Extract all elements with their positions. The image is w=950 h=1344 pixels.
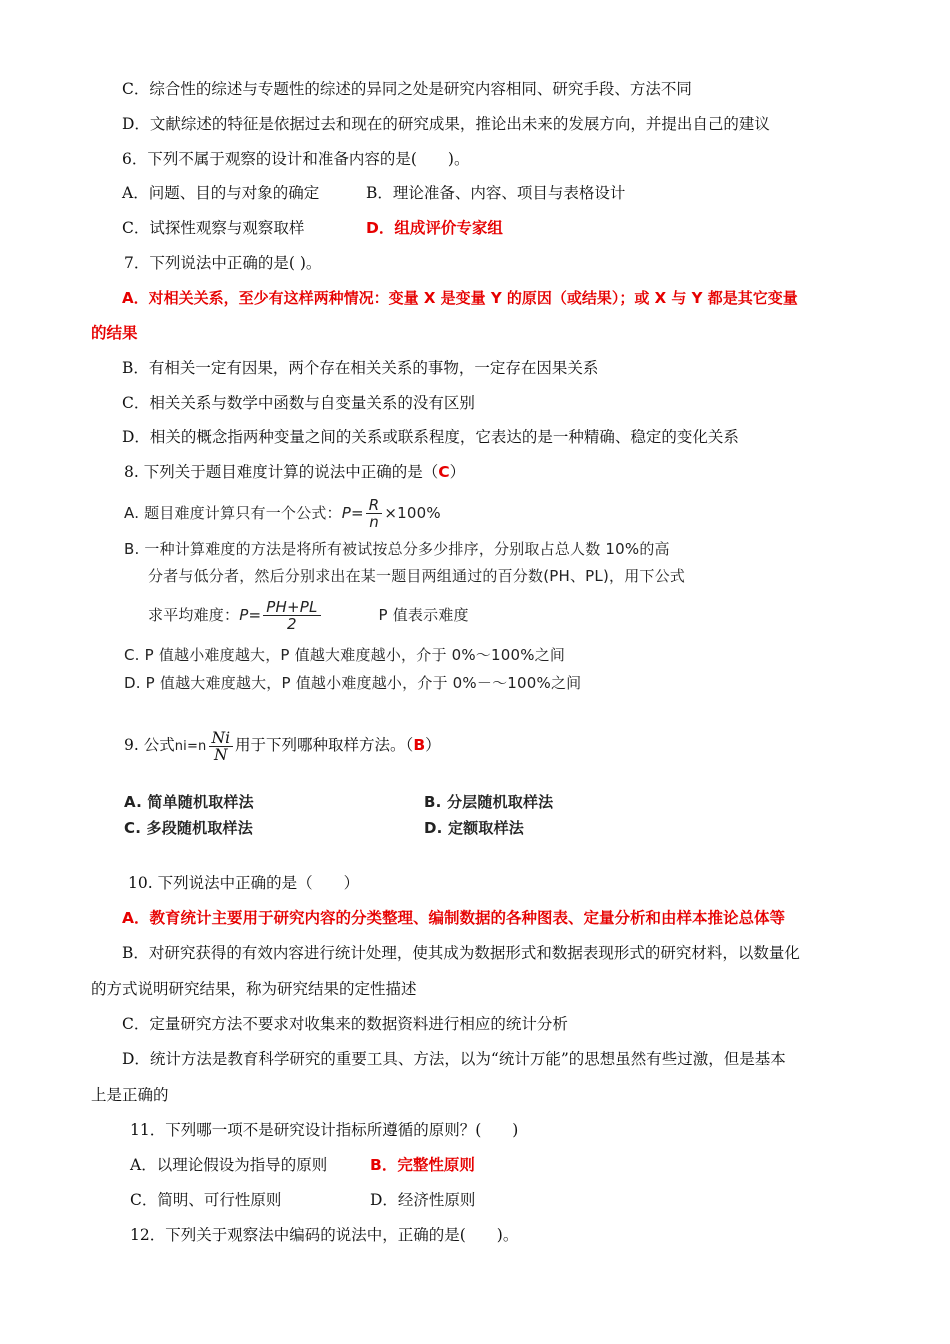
- q8-formula-a-tail: ×100%: [384, 504, 441, 522]
- q8-option-c: C. P 值越小难度越大，P 值越大难度越小，介于 0%～100%之间: [124, 646, 566, 664]
- q10-option-d-line2: 上是正确的: [91, 1086, 169, 1104]
- q8-formula-a-fraction: [366, 497, 383, 530]
- q10-option-c: C．定量研究方法不要求对收集来的数据资料进行相应的统计分析: [122, 1015, 568, 1033]
- q5-option-c: C．综合性的综述与专题性的综述的异同之处是研究内容相同、研究手段、方法不同: [122, 80, 692, 98]
- q8-stem-text: 8. 下列关于题目难度计算的说法中正确的是（: [124, 463, 439, 481]
- q6-option-c: C．试探性观察与观察取样: [122, 219, 305, 237]
- q9-formula-numerator: Ni: [209, 730, 234, 747]
- q6-option-a: A．问题、目的与对象的确定: [122, 184, 320, 202]
- q11-option-a: A．以理论假设为指导的原则: [130, 1156, 328, 1174]
- q9-stem-text-2: 用于下列哪种取样方法。（: [235, 736, 414, 754]
- q10-option-b-line1: B．对研究获得的有效内容进行统计处理，使其成为数据形式和数据表现形式的研究材料，以数量化: [122, 944, 800, 962]
- q12-stem: 12．下列关于观察法中编码的说法中，正确的是( )。: [130, 1226, 519, 1244]
- q9-option-c: C. 多段随机取样法: [124, 819, 253, 837]
- q9-stem: [124, 728, 441, 764]
- q9-stem-close: ）: [425, 736, 441, 754]
- q8-option-b-line2: 分者与低分者，然后分别求出在某一题目两组通过的百分数(PH、PL)，用下公式: [148, 567, 686, 585]
- q9-answer: B: [413, 736, 426, 754]
- q8-formula-a-numerator: R: [366, 497, 383, 514]
- q8-option-b-line1: B. 一种计算难度的方法是将所有被试按总分多少排序，分别取占总人数 10%的高: [124, 540, 670, 558]
- q9-formula-denominator: N: [214, 745, 228, 764]
- q8-formula-b-lhs: P=: [239, 606, 262, 624]
- q9-formula-lhs: ni=n: [174, 739, 207, 754]
- q10-option-a-answer: A．教育统计主要用于研究内容的分类整理、编制数据的各种图表、定量分析和由样本推论总体等: [122, 909, 785, 927]
- q8-formula-a-denominator: n: [369, 513, 379, 531]
- q9-option-d: D. 定额取样法: [424, 819, 524, 837]
- q11-option-d: D．经济性原则: [370, 1191, 476, 1209]
- q9-stem-text: 9. 公式: [124, 736, 175, 754]
- q7-option-b: B．有相关一定有因果，两个存在相关关系的事物，一定存在因果关系: [122, 359, 599, 377]
- q8-answer: C: [438, 463, 450, 481]
- q6-stem: 6．下列不属于观察的设计和准备内容的是( )。: [122, 150, 470, 168]
- q10-option-b-line2: 的方式说明研究结果，称为研究结果的定性描述: [91, 980, 417, 998]
- q9-option-b: B. 分层随机取样法: [424, 793, 554, 811]
- q9-option-a: A. 简单随机取样法: [124, 793, 254, 811]
- q5-option-d: D．文献综述的特征是依据过去和现在的研究成果，推论出未来的发展方向，并提出自己的建议: [122, 115, 770, 133]
- q8-stem: [124, 462, 465, 482]
- q8-option-b-text: 求平均难度：: [148, 606, 240, 624]
- q11-option-b-answer: B．完整性原则: [370, 1156, 475, 1174]
- q8-stem-close: ）: [449, 463, 466, 481]
- q8-option-b-line3: [148, 598, 469, 632]
- q8-formula-b-denominator: 2: [286, 615, 297, 633]
- q7-option-d: D．相关的概念指两种变量之间的关系或联系程度，它表达的是一种精确、稳定的变化关系: [122, 428, 739, 446]
- q7-option-a-answer-line1: A．对相关关系，至少有这样两种情况：变量 X 是变量 Y 的原因（或结果）；或 X 与 Y 都是其它变量: [122, 289, 798, 307]
- q8-option-a-text: A. 题目难度计算只有一个公式：: [124, 504, 342, 522]
- q10-option-d-line1: D．统计方法是教育科学研究的重要工具、方法，以为“统计万能”的思想虽然有些过激，但是基本: [122, 1050, 786, 1068]
- q11-stem: 11．下列哪一项不是研究设计指标所遵循的原则？( ): [130, 1121, 519, 1139]
- q6-option-d-answer: D．组成评价专家组: [366, 219, 503, 237]
- q8-formula-b-numerator: PH+PL: [263, 599, 320, 616]
- q7-stem: 7．下列说法中正确的是( )。: [124, 254, 322, 272]
- q6-option-b: B．理论准备、内容、项目与表格设计: [366, 184, 626, 202]
- q7-option-a-answer-line2: 的结果: [91, 324, 138, 342]
- q8-formula-b-fraction: [263, 599, 320, 632]
- q8-option-a: [124, 497, 441, 530]
- q8-formula-a-lhs: P=: [341, 504, 364, 522]
- q10-stem: 10. 下列说法中正确的是（ ）: [128, 874, 360, 892]
- q8-option-b-tail: P 值表示难度: [378, 606, 469, 624]
- q9-formula-fraction: [209, 730, 234, 763]
- q8-option-d: D. P 值越大难度越大，P 值越小难度越小，介于 0%－～100%之间: [124, 674, 582, 692]
- q7-option-c: C．相关关系与数学中函数与自变量关系的没有区别: [122, 394, 475, 412]
- q11-option-c: C．简明、可行性原则: [130, 1191, 282, 1209]
